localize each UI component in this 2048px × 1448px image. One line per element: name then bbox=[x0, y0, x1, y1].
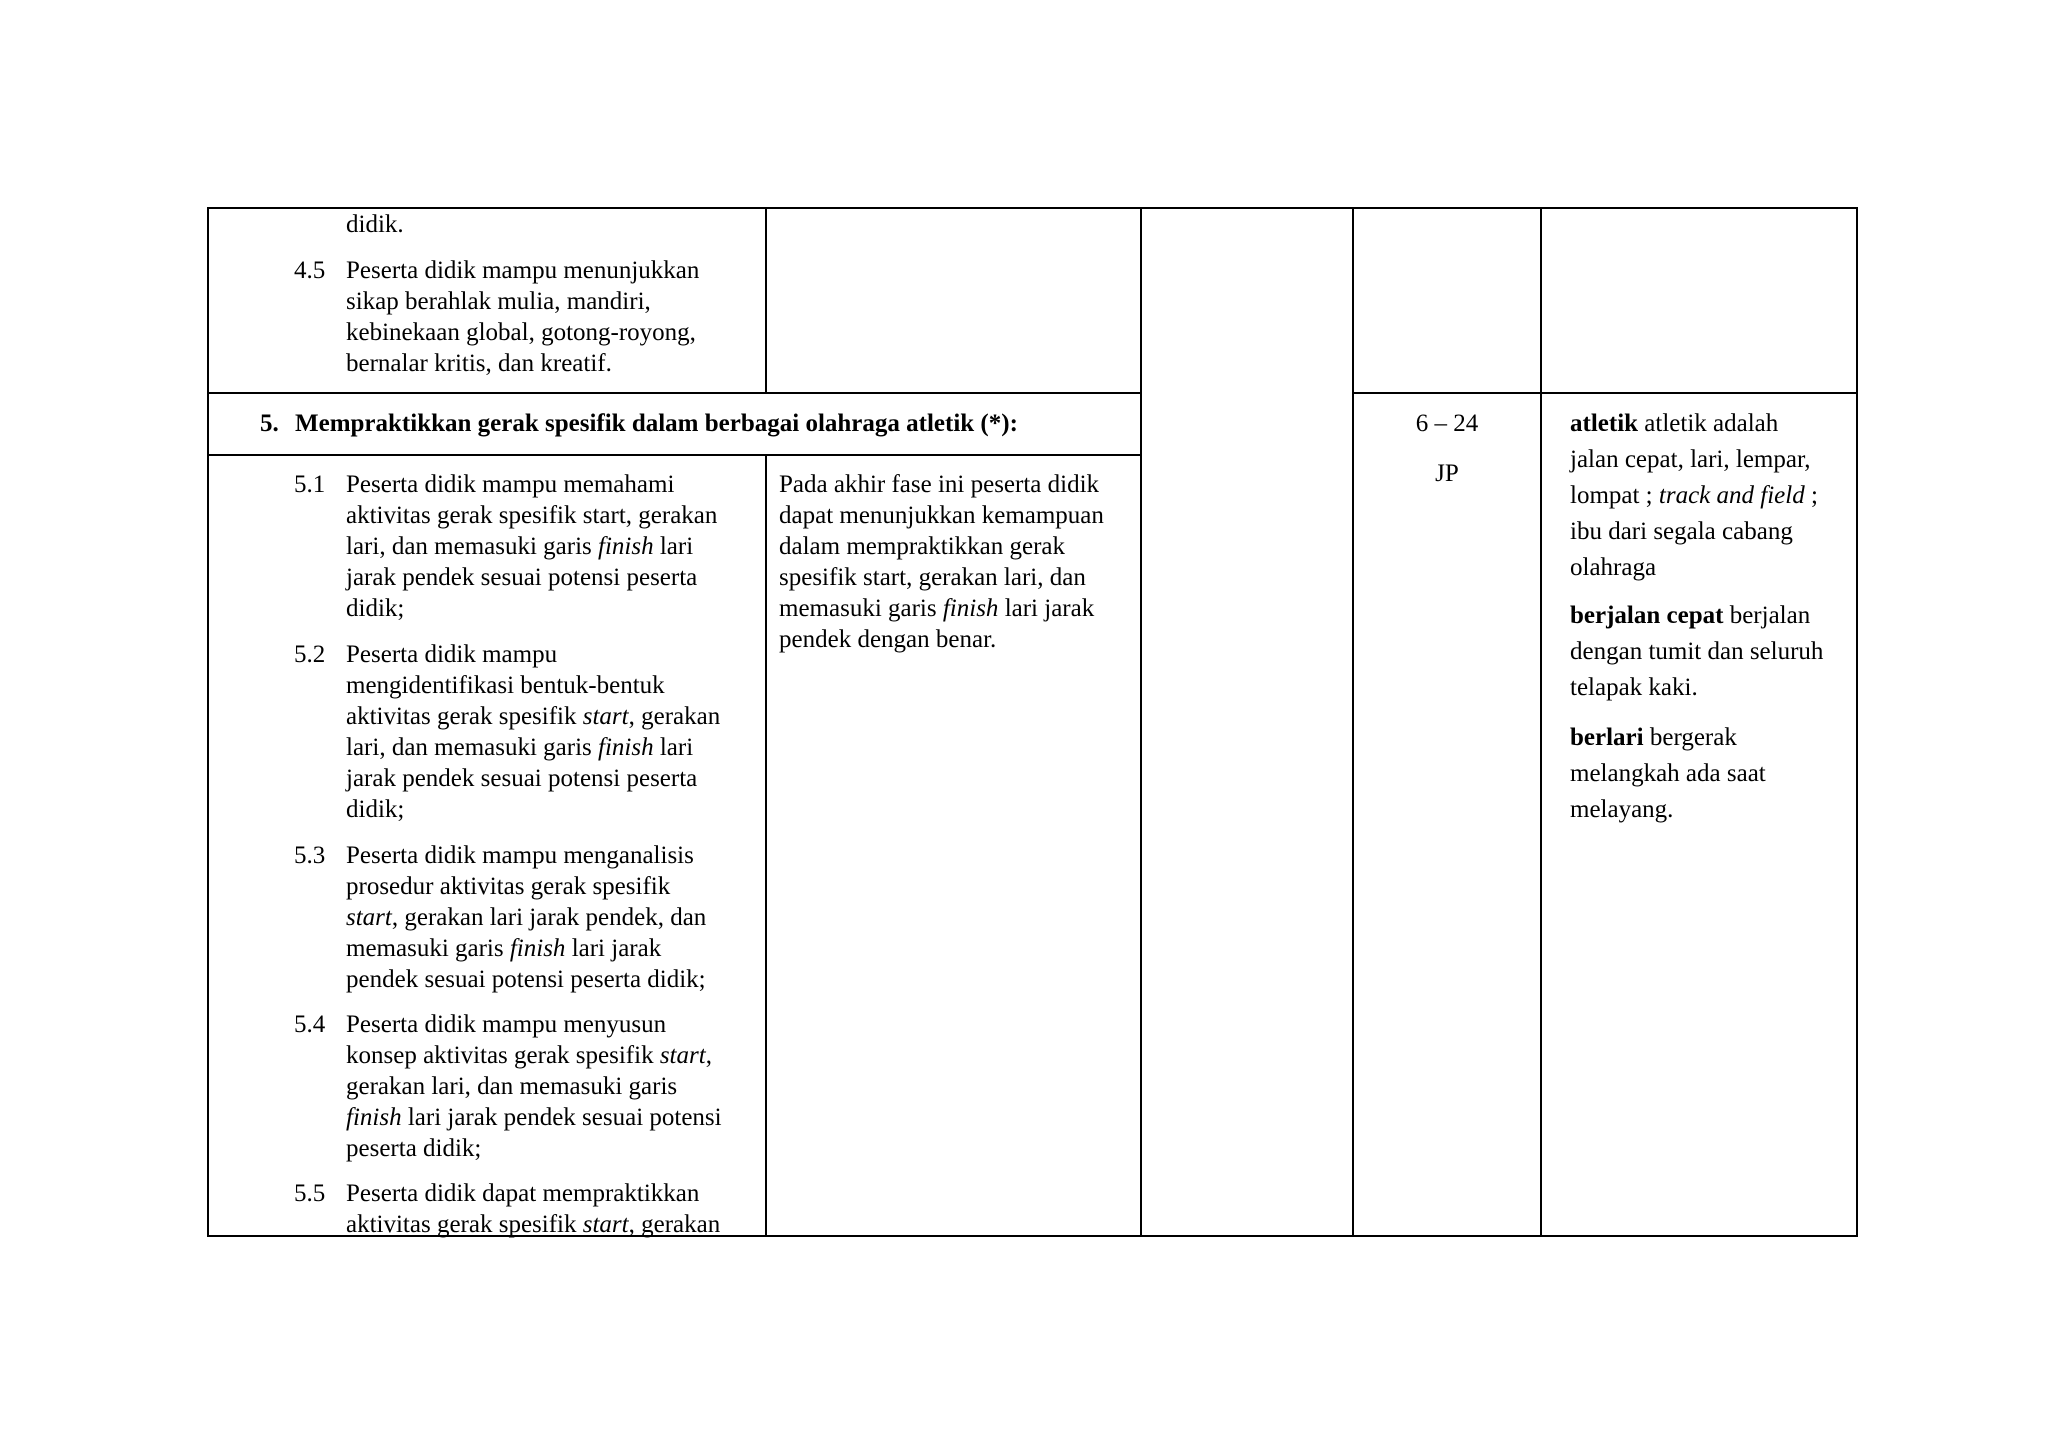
glossary-term: berlari bbox=[1570, 724, 1644, 751]
objective-number: 5.3 bbox=[294, 842, 326, 869]
table-right-border bbox=[1856, 207, 1858, 1237]
glossary-term: berjalan cepat bbox=[1570, 602, 1724, 629]
glossary-term: atletik bbox=[1570, 410, 1639, 437]
objective-line: jarak pendek sesuai potensi peserta bbox=[346, 564, 698, 591]
glossary-line: olahraga bbox=[1570, 554, 1657, 581]
objective-line: aktivitas gerak spesifik start, gerakan bbox=[346, 703, 721, 730]
outcome-line: pendek dengan benar. bbox=[779, 626, 997, 653]
objective-line: memasuki garis finish lari jarak bbox=[346, 935, 662, 962]
row-divider-section5-top-right bbox=[1352, 392, 1858, 394]
col-divider-objectives bbox=[765, 207, 767, 393]
outcome-line: dapat menunjukkan kemampuan bbox=[779, 502, 1104, 529]
objective-line: mengidentifikasi bentuk-bentuk bbox=[346, 672, 665, 699]
objective-number: 5.5 bbox=[294, 1180, 326, 1207]
col-divider-assessment bbox=[1352, 207, 1354, 1237]
item-4-5-line: kebinekaan global, gotong-royong, bbox=[346, 319, 696, 346]
outcome-line: dalam mempraktikkan gerak bbox=[779, 533, 1065, 560]
table-left-border bbox=[207, 207, 209, 1237]
objective-line: finish lari jarak pendek sesuai potensi bbox=[346, 1104, 722, 1131]
outcome-line: spesifik start, gerakan lari, dan bbox=[779, 564, 1086, 591]
glossary-line: dengan tumit dan seluruh bbox=[1570, 638, 1824, 665]
objective-line: didik; bbox=[346, 595, 405, 622]
item-4-5-line: sikap berahlak mulia, mandiri, bbox=[346, 288, 651, 315]
glossary-entry-first-line: atletik atletik adalah bbox=[1570, 410, 1779, 437]
objective-line: Peserta didik mampu memahami bbox=[346, 471, 675, 498]
glossary-line: lompat ; track and field ; bbox=[1570, 482, 1818, 509]
objective-line: pendek sesuai potensi peserta didik; bbox=[346, 966, 706, 993]
section-title: Mempraktikkan gerak spesifik dalam berbagai olahraga atletik (*): bbox=[295, 410, 1018, 437]
outcome-line: Pada akhir fase ini peserta didik bbox=[779, 471, 1100, 498]
objective-line: didik; bbox=[346, 796, 405, 823]
objective-number: 5.4 bbox=[294, 1011, 326, 1038]
col-divider-objectives-lower bbox=[765, 454, 767, 1236]
objective-line: jarak pendek sesuai potensi peserta bbox=[346, 765, 698, 792]
continued-text-line: didik. bbox=[346, 211, 404, 238]
objective-line: Peserta didik mampu menganalisis bbox=[346, 842, 694, 869]
table-top-border bbox=[207, 207, 1858, 209]
objective-line: Peserta didik mampu menyusun bbox=[346, 1011, 667, 1038]
objective-line: peserta didik; bbox=[346, 1135, 482, 1162]
item-4-5-line: bernalar kritis, dan kreatif. bbox=[346, 350, 612, 377]
item-4-5-line: Peserta didik mampu menunjukkan bbox=[346, 257, 700, 284]
objective-line: gerakan lari, dan memasuki garis bbox=[346, 1073, 678, 1100]
col-divider-allocation bbox=[1540, 207, 1542, 1237]
section-number: 5. bbox=[260, 410, 279, 437]
objective-line: start, gerakan lari jarak pendek, dan bbox=[346, 904, 707, 931]
objective-line: konsep aktivitas gerak spesifik start, bbox=[346, 1042, 712, 1069]
glossary-line: jalan cepat, lari, lempar, bbox=[1570, 446, 1811, 473]
objective-number: 5.1 bbox=[294, 471, 326, 498]
glossary-line: melayang. bbox=[1570, 796, 1674, 823]
row-divider-section5-heading bbox=[207, 454, 1142, 456]
objective-line: Peserta didik mampu bbox=[346, 641, 558, 668]
objective-line: lari, dan memasuki garis finish lari bbox=[346, 533, 694, 560]
objective-line: aktivitas gerak spesifik start, gerakan bbox=[346, 1211, 721, 1238]
row-divider-section5-top-left bbox=[207, 392, 1142, 394]
objective-line: prosedur aktivitas gerak spesifik bbox=[346, 873, 671, 900]
glossary-line: ibu dari segala cabang bbox=[1570, 518, 1793, 545]
col-divider-outcome bbox=[1140, 207, 1142, 1237]
glossary-line: melangkah ada saat bbox=[1570, 760, 1766, 787]
glossary-entry-first-line: berjalan cepat berjalan bbox=[1570, 602, 1811, 629]
objective-line: Peserta didik dapat mempraktikkan bbox=[346, 1180, 700, 1207]
item-number-4-5: 4.5 bbox=[294, 257, 326, 284]
allocation-unit: JP bbox=[1435, 460, 1459, 487]
objective-line: lari, dan memasuki garis finish lari bbox=[346, 734, 694, 761]
objective-number: 5.2 bbox=[294, 641, 326, 668]
glossary-line: telapak kaki. bbox=[1570, 674, 1698, 701]
objective-line: aktivitas gerak spesifik start, gerakan bbox=[346, 502, 718, 529]
allocation-range: 6 – 24 bbox=[1415, 410, 1479, 437]
glossary-entry-first-line: berlari bergerak bbox=[1570, 724, 1737, 751]
outcome-line: memasuki garis finish lari jarak bbox=[779, 595, 1095, 622]
